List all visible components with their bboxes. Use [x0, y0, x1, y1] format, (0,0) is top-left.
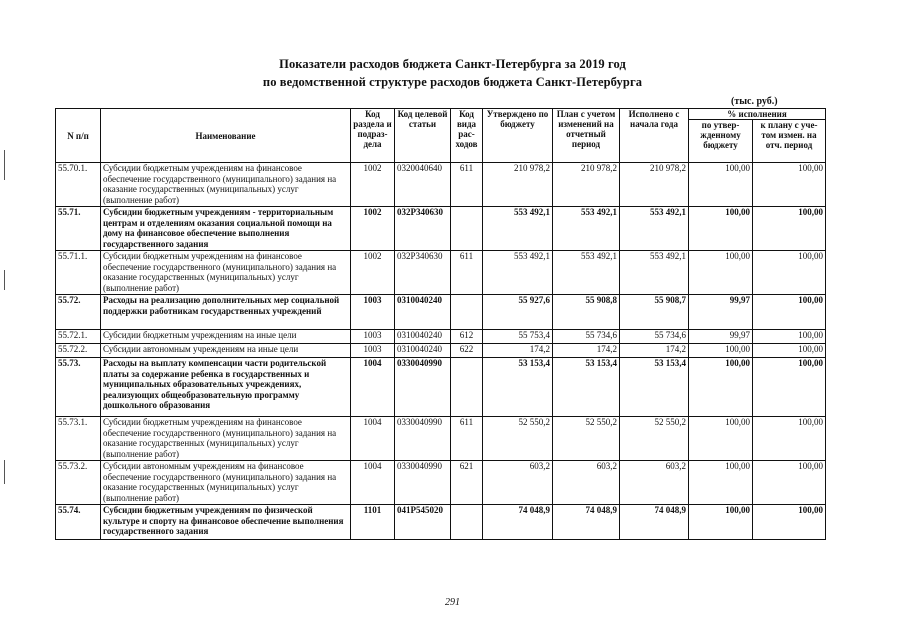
cell-plan: 553 492,1 — [553, 251, 620, 295]
document-title-line-1: Показатели расходов бюджета Санкт-Петербурга за 2019 год — [279, 57, 626, 71]
cell-plan: 55 908,8 — [553, 295, 620, 330]
cell-pct-plan: 100,00 — [753, 505, 826, 540]
cell-plan: 210 978,2 — [553, 163, 620, 207]
cell-approved: 53 153,4 — [483, 358, 553, 417]
cell-section: 1002 — [351, 251, 395, 295]
cell-executed: 603,2 — [620, 461, 689, 505]
cell-section: 1101 — [351, 505, 395, 540]
cell-pct-plan: 100,00 — [753, 163, 826, 207]
column-header-executed: Исполнено с начала года — [620, 109, 689, 163]
cell-name: Расходы на выплату компенсации части родительской платы за содержание ребенка в государственных и муниципальных образовательных учреждениях, реализующих общеобразовательную программу дошкольного образования — [101, 358, 351, 417]
cell-section: 1004 — [351, 417, 395, 461]
cell-executed: 174,2 — [620, 344, 689, 358]
page-number: 291 — [445, 597, 460, 608]
cell-name: Субсидии бюджетным учреждениям по физической культуре и спорту на финансовое обеспечение выполнения государственного задания — [101, 505, 351, 540]
table-row — [56, 207, 826, 251]
cell-executed: 55 908,7 — [620, 295, 689, 330]
scan-mark — [4, 460, 5, 484]
cell-num: 55.73. — [56, 358, 101, 417]
table-row — [56, 163, 826, 207]
cell-target: 0310040240 — [395, 344, 451, 358]
cell-section: 1003 — [351, 295, 395, 330]
table-row — [56, 330, 826, 344]
cell-section: 1002 — [351, 207, 395, 251]
column-header-pct-group: % исполнения — [689, 109, 826, 120]
cell-pct-approved: 100,00 — [689, 505, 753, 540]
cell-approved: 553 492,1 — [483, 207, 553, 251]
cell-type — [451, 358, 483, 417]
units-label: (тыс. руб.) — [731, 96, 778, 107]
cell-plan: 553 492,1 — [553, 207, 620, 251]
cell-target: 041P545020 — [395, 505, 451, 540]
cell-plan: 174,2 — [553, 344, 620, 358]
cell-name: Субсидии бюджетным учреждениям на финансовое обеспечение государственного (муниципального) задания на оказание государственных (муниципальных) услуг (выполнение работ) — [101, 163, 351, 207]
scan-mark — [4, 150, 5, 180]
cell-pct-approved: 100,00 — [689, 461, 753, 505]
cell-pct-plan: 100,00 — [753, 344, 826, 358]
cell-pct-plan: 100,00 — [753, 295, 826, 330]
cell-section: 1003 — [351, 344, 395, 358]
cell-executed: 553 492,1 — [620, 251, 689, 295]
cell-pct-plan: 100,00 — [753, 417, 826, 461]
cell-pct-plan: 100,00 — [753, 330, 826, 344]
cell-pct-approved: 99,97 — [689, 295, 753, 330]
column-header-pct-plan: к плану с уче-том измен. на отч. период — [753, 120, 826, 163]
cell-num: 55.71.1. — [56, 251, 101, 295]
table-row — [56, 358, 826, 417]
table-row — [56, 417, 826, 461]
cell-approved: 52 550,2 — [483, 417, 553, 461]
table-row — [56, 505, 826, 540]
cell-type: 611 — [451, 251, 483, 295]
cell-executed: 55 734,6 — [620, 330, 689, 344]
cell-pct-approved: 99,97 — [689, 330, 753, 344]
cell-target: 032P340630 — [395, 251, 451, 295]
cell-name: Субсидии бюджетным учреждениям на финансовое обеспечение государственного (муниципального) задания на оказание государственных (муниципальных) услуг (выполнение работ) — [101, 251, 351, 295]
cell-pct-approved: 100,00 — [689, 251, 753, 295]
table-row — [56, 251, 826, 295]
cell-plan: 74 048,9 — [553, 505, 620, 540]
column-header-pct-approved: по утвер-жденному бюджету — [689, 120, 753, 163]
cell-section: 1002 — [351, 163, 395, 207]
cell-type: 611 — [451, 163, 483, 207]
document-title-line-2: по ведомственной структуре расходов бюджета Санкт-Петербурга — [262, 75, 643, 89]
cell-num: 55.72.2. — [56, 344, 101, 358]
cell-approved: 553 492,1 — [483, 251, 553, 295]
cell-pct-plan: 100,00 — [753, 207, 826, 251]
cell-pct-approved: 100,00 — [689, 207, 753, 251]
cell-plan: 53 153,4 — [553, 358, 620, 417]
cell-name: Субсидии бюджетным учреждениям на иные цели — [101, 330, 351, 344]
cell-pct-approved: 100,00 — [689, 358, 753, 417]
column-header-approved: Утверждено по бюджету — [483, 109, 553, 163]
table-row — [56, 295, 826, 330]
cell-num: 55.73.2. — [56, 461, 101, 505]
cell-plan: 52 550,2 — [553, 417, 620, 461]
cell-name: Расходы на реализацию дополнительных мер социальной поддержки работникам государственных учреждений — [101, 295, 351, 330]
cell-executed: 74 048,9 — [620, 505, 689, 540]
cell-target: 0330040990 — [395, 417, 451, 461]
cell-type: 612 — [451, 330, 483, 344]
cell-num: 55.72. — [56, 295, 101, 330]
cell-approved: 210 978,2 — [483, 163, 553, 207]
cell-type — [451, 295, 483, 330]
column-header-section: Код раздела и подраз-дела — [351, 109, 395, 163]
cell-approved: 74 048,9 — [483, 505, 553, 540]
cell-type: 611 — [451, 417, 483, 461]
cell-num: 55.73.1. — [56, 417, 101, 461]
cell-approved: 603,2 — [483, 461, 553, 505]
table-body — [56, 163, 826, 540]
cell-pct-approved: 100,00 — [689, 417, 753, 461]
table-header-row — [56, 109, 826, 120]
cell-num: 55.74. — [56, 505, 101, 540]
cell-approved: 55 753,4 — [483, 330, 553, 344]
cell-approved: 174,2 — [483, 344, 553, 358]
scan-mark — [4, 270, 5, 290]
cell-plan: 603,2 — [553, 461, 620, 505]
table-row — [56, 344, 826, 358]
cell-target: 0310040240 — [395, 330, 451, 344]
cell-pct-approved: 100,00 — [689, 344, 753, 358]
cell-target: 0320040640 — [395, 163, 451, 207]
column-header-name: Наименование — [101, 109, 351, 163]
cell-type — [451, 207, 483, 251]
cell-pct-plan: 100,00 — [753, 461, 826, 505]
column-header-target: Код целевой статьи — [395, 109, 451, 163]
cell-type: 622 — [451, 344, 483, 358]
cell-name: Субсидии автономным учреждениям на иные цели — [101, 344, 351, 358]
cell-name: Субсидии бюджетным учреждениям на финансовое обеспечение государственного (муниципального) задания на оказание государственных (муниципальных) услуг (выполнение работ) — [101, 417, 351, 461]
budget-table — [55, 108, 826, 540]
cell-pct-approved: 100,00 — [689, 163, 753, 207]
cell-target: 0310040240 — [395, 295, 451, 330]
cell-pct-plan: 100,00 — [753, 358, 826, 417]
cell-approved: 55 927,6 — [483, 295, 553, 330]
cell-section: 1004 — [351, 358, 395, 417]
cell-type — [451, 505, 483, 540]
cell-executed: 210 978,2 — [620, 163, 689, 207]
cell-num: 55.72.1. — [56, 330, 101, 344]
cell-num: 55.70.1. — [56, 163, 101, 207]
cell-executed: 553 492,1 — [620, 207, 689, 251]
column-header-num: N п/п — [56, 109, 101, 163]
cell-name: Субсидии бюджетным учреждениям - территориальным центрам и отделениям оказания социальной помощи на дому на финансовое обеспечение выполнения государственного задания — [101, 207, 351, 251]
cell-plan: 55 734,6 — [553, 330, 620, 344]
column-header-plan: План с учетом изменений на отчетный период — [553, 109, 620, 163]
cell-target: 0330040990 — [395, 461, 451, 505]
cell-section: 1003 — [351, 330, 395, 344]
cell-pct-plan: 100,00 — [753, 251, 826, 295]
cell-num: 55.71. — [56, 207, 101, 251]
cell-section: 1004 — [351, 461, 395, 505]
table-row — [56, 461, 826, 505]
cell-name: Субсидии автономным учреждениям на финансовое обеспечение государственного (муниципального) задания на оказание государственных (муниципальных) услуг (выполнение работ) — [101, 461, 351, 505]
cell-target: 0330040990 — [395, 358, 451, 417]
cell-target: 032P340630 — [395, 207, 451, 251]
cell-type: 621 — [451, 461, 483, 505]
column-header-type: Код вида рас-ходов — [451, 109, 483, 163]
cell-executed: 53 153,4 — [620, 358, 689, 417]
cell-executed: 52 550,2 — [620, 417, 689, 461]
